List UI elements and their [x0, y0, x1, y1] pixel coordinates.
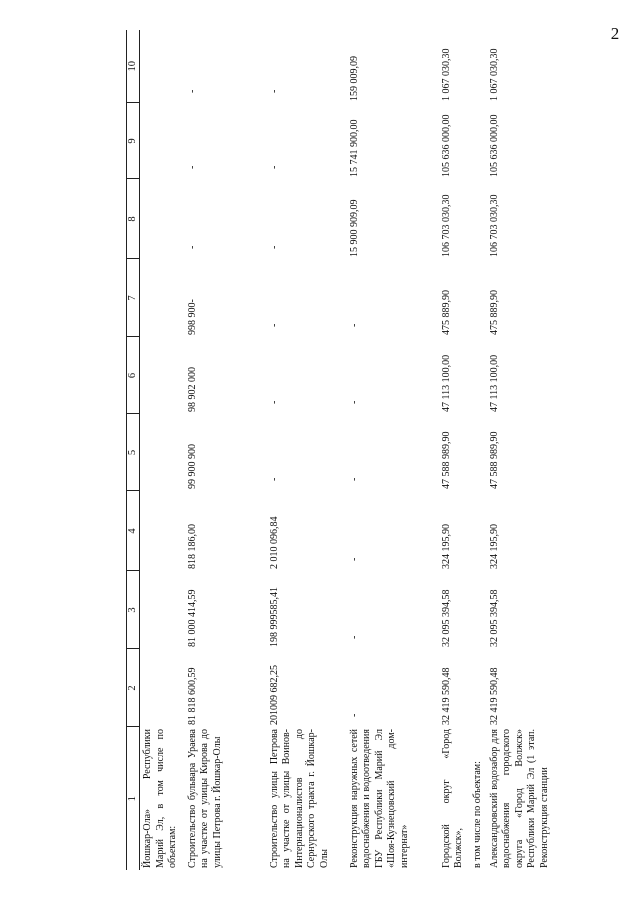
table-cell: 324 195,90 — [488, 524, 500, 569]
table-cell — [470, 103, 487, 179]
table-row — [140, 30, 185, 870]
table-cell: 81 818 600,59 — [186, 667, 198, 725]
row-label: Городской округ «Город Волжск», — [440, 729, 464, 868]
table-cell: 475 889,90 — [440, 290, 452, 335]
col-header-2: 2 — [127, 649, 140, 727]
table-cell: - — [268, 400, 280, 404]
table-cell: - — [348, 713, 360, 717]
table-cell — [470, 259, 487, 337]
table-cell: 106 703 030,30 — [440, 194, 452, 257]
table-cell — [470, 491, 487, 571]
col-header-6: 6 — [127, 337, 140, 414]
table-cell — [140, 103, 185, 179]
table-row — [487, 30, 567, 870]
table-cell — [140, 30, 185, 103]
table-cell: - — [268, 323, 280, 327]
table-cell: - — [348, 635, 360, 639]
table-cell: 47 588 989,90 — [440, 431, 452, 489]
table-cell — [140, 337, 185, 414]
table-cell: 324 195,90 — [440, 524, 452, 569]
table-cell: 198 999585,41 — [268, 587, 280, 647]
table-cell: - — [268, 89, 280, 93]
table-cell: 32 095 394,58 — [440, 589, 452, 647]
table-cell: 47 113 100,00 — [440, 354, 452, 412]
table-cell: 47 588 989,90 — [488, 431, 500, 489]
table-cell: 32 419 590,48 — [440, 667, 452, 725]
table-cell: - — [268, 477, 280, 481]
row-label: в том числе по объектам: — [471, 761, 483, 868]
table-cell: 15 900 909,09 — [348, 199, 360, 257]
table-cell: 99 900 900 — [186, 444, 198, 489]
table-row — [470, 30, 487, 870]
table-cell: 105 636 000,00 — [440, 114, 452, 177]
table-cell — [470, 30, 487, 103]
col-header-9: 9 — [127, 103, 140, 179]
table-cell: 98 902 000 — [186, 367, 198, 412]
table-cell: 47 113 100,00 — [488, 354, 500, 412]
table-cell: 105 636 000,00 — [488, 114, 500, 177]
row-label: Строительство улицы Петрова на участке от улицы Воинов-Интернационалистов до Сернурского тракта г. Йошкар-Олы — [268, 729, 330, 868]
table-cell — [470, 179, 487, 259]
table-cell: 201009 682,25 — [268, 665, 280, 725]
table-cell: 818 186,00 — [186, 524, 198, 569]
table-cell: 1 067 030,30 — [440, 48, 452, 101]
table-cell: - — [268, 245, 280, 249]
table-cell: - — [348, 557, 360, 561]
table-row — [439, 30, 470, 870]
table-cell — [140, 491, 185, 571]
col-header-8: 8 — [127, 179, 140, 259]
table-cell: - — [186, 89, 198, 93]
table-row — [347, 30, 439, 870]
table-cell: 106 703 030,30 — [488, 194, 500, 257]
col-header-4: 4 — [127, 491, 140, 571]
table-cell: 1 067 030,30 — [488, 48, 500, 101]
table-cell: - — [348, 400, 360, 404]
table-cell: 475 889,90 — [488, 290, 500, 335]
table-cell — [470, 649, 487, 727]
page-number: 2 — [610, 24, 620, 43]
table-cell — [140, 259, 185, 337]
col-header-10: 10 — [127, 30, 140, 103]
table-cell — [140, 414, 185, 491]
budget-table — [126, 30, 567, 870]
table-cell: 81 000 414,59 — [186, 589, 198, 647]
col-header-3: 3 — [127, 571, 140, 649]
col-header-5: 5 — [127, 414, 140, 491]
column-number-row — [127, 30, 140, 870]
table-cell: 2 010 096,84 — [268, 516, 280, 569]
table-cell — [470, 337, 487, 414]
table-cell: - — [186, 165, 198, 169]
row-label: Реконструкция наружных сетей водоснабжения и водоотведения ГБУ Республики Марий Эл «Шоя-Кузнецовский дом-интернат» — [348, 729, 410, 868]
table-cell — [470, 414, 487, 491]
row-label: Александровский водозабор для водоснабжения городского округа «Город Волжск» Республики Марий Эл (1 этап. Реконструкция станции — [488, 729, 550, 868]
table-cell — [140, 179, 185, 259]
rotated-table-container — [126, 30, 550, 870]
table-cell — [140, 649, 185, 727]
table-cell: 32 419 590,48 — [488, 667, 500, 725]
table-cell: - — [348, 477, 360, 481]
row-label: Строительство бульвара Ураева на участке от улицы Кирова до улицы Петрова г. Йошкар-Олы — [186, 729, 223, 868]
table-cell: 15 741 900,00 — [348, 119, 360, 177]
table-cell: 32 095 394,58 — [488, 589, 500, 647]
col-header-7: 7 — [127, 259, 140, 337]
table-row — [185, 30, 267, 870]
table-cell: 159 009,09 — [348, 56, 360, 101]
row-label: Йошкар-Ола» Республики Марий Эл, в том числе по объектам: — [142, 729, 178, 868]
table-cell — [470, 571, 487, 649]
table-cell — [140, 571, 185, 649]
col-header-1: 1 — [127, 727, 140, 870]
table-row — [267, 30, 347, 870]
table-cell: - — [268, 165, 280, 169]
table-cell: - — [186, 245, 198, 249]
table-cell: 998 900- — [186, 299, 198, 335]
table-cell: - — [348, 323, 360, 327]
